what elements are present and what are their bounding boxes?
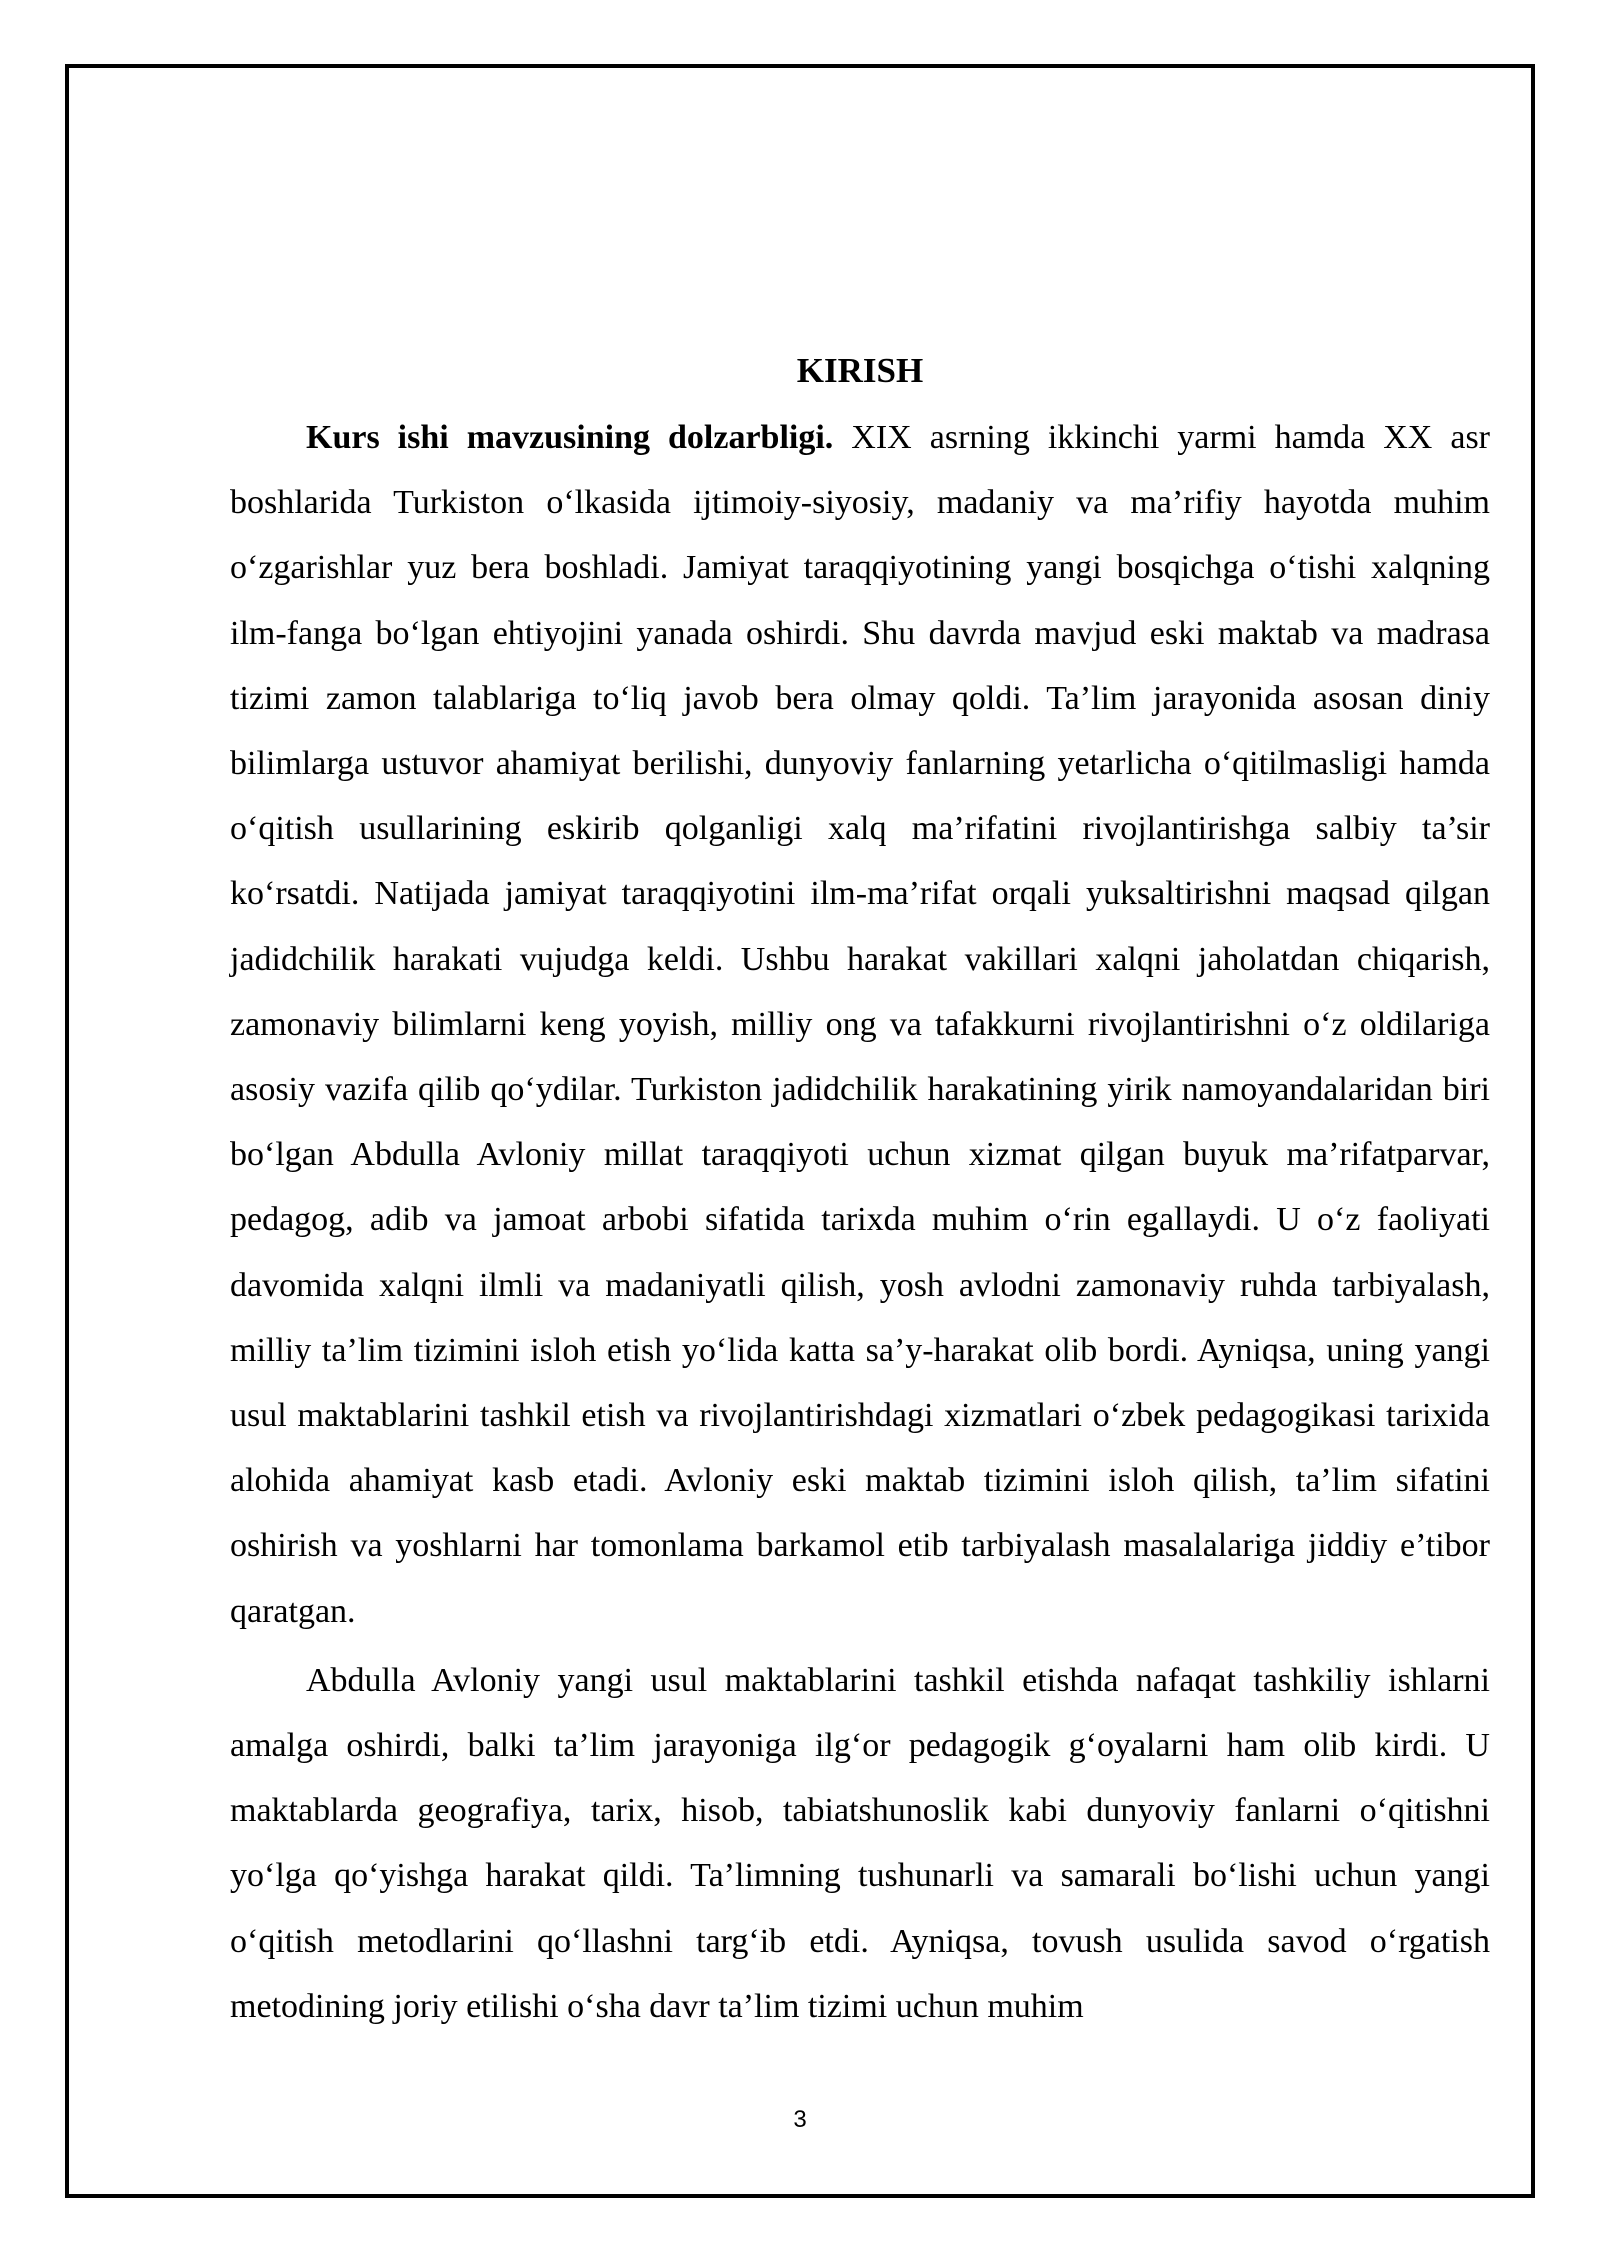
page-number: 3 xyxy=(793,2106,807,2133)
section-heading: KIRISH xyxy=(796,351,924,390)
paragraph-text: XIX asrning ikkinchi yarmi hamda XX asr boshlarida Turkiston o‘lkasida ijtimoiy-siyosiy, madaniy va ma’rifiy hayotda muhim o‘zgarishlar yuz bera boshladi. Jamiyat taraqqiyotining yangi bosqichga o‘tishi xalqning ilm-fanga bo‘lgan ehtiyojini yanada oshirdi. Shu davrda mavjud eski maktab va madrasa tizimi zamon talablariga to‘liq javob bera olmay qoldi. Ta’lim jarayonida asosan diniy bilimlarga ustuvor ahamiyat berilishi, dunyoviy fanlarning yetarlicha o‘qitilmasligi hamda o‘qitish usullarining eskirib qolganligi xalq ma’rifatini rivojlantirishga salbiy ta’sir ko‘rsatdi. Natijada jamiyat taraqqiyotini ilm-ma’rifat orqali yuksaltirishni maqsad qilgan jadidchilik harakati vujudga keldi. Ushbu harakat vakillari xalqni jaholatdan chiqarish, zamonaviy bilimlarni keng yoyish, milliy ong va tafakkurni rivojlantirishni o‘z oldilariga asosiy vazifa qilib qo‘ydilar. Turkiston jadidchilik harakatining yirik namoyandalaridan biri bo‘lgan Abdulla Avloniy millat taraqqiyoti uchun xizmat qilgan buyuk ma’rifatparvar, pedagog, adib va jamoat arbobi sifatida tarixda muhim o‘rin egallaydi. U o‘z faoliyati davomida xalqni ilmli va madaniyatli qilish, yosh avlodni zamonaviy ruhda tarbiyalash, milliy ta’lim tizimini isloh etish yo‘lida katta sa’y-harakat olib bordi. Ayniqsa, uning yangi usul maktablarini tashkil etish va rivojlantirishdagi xizmatlari o‘zbek pedagogikasi tarixida alohida ahamiyat kasb etadi. Avloniy eski maktab tizimini isloh qilish, ta’lim sifatini oshirish va yoshlarni har tomonlama barkamol etib tarbiyalash masalalariga jiddiy e’tibor qaratgan. xyxy=(230,419,1490,1630)
document-body xyxy=(230,345,1490,2043)
paragraph-schools: Abdulla Avloniy yangi usul maktablarini tashkil etishda nafaqat tashkiliy ishlarni amalga oshirdi, balki ta’lim jarayoniga ilg‘or pedagogik g‘oyalarni ham olib kirdi. U maktablarda geografiya, tarix, hisob, tabiatshunoslik kabi dunyoviy fanlarni o‘qitishni yo‘lga qo‘yishga harakat qildi. Ta’limning tushunarli va samarali bo‘lishi uchun yangi o‘qitish metodlarini qo‘llashni targ‘ib etdi. Ayniqsa, tovush usulida savod o‘rgatish metodining joriy etilishi o‘sha davr ta’lim tizimi uchun muhim xyxy=(230,1661,1490,2025)
paragraph-relevance xyxy=(230,405,1490,1644)
paragraph-lead: Kurs ishi mavzusining dolzarbligi. xyxy=(306,419,834,456)
